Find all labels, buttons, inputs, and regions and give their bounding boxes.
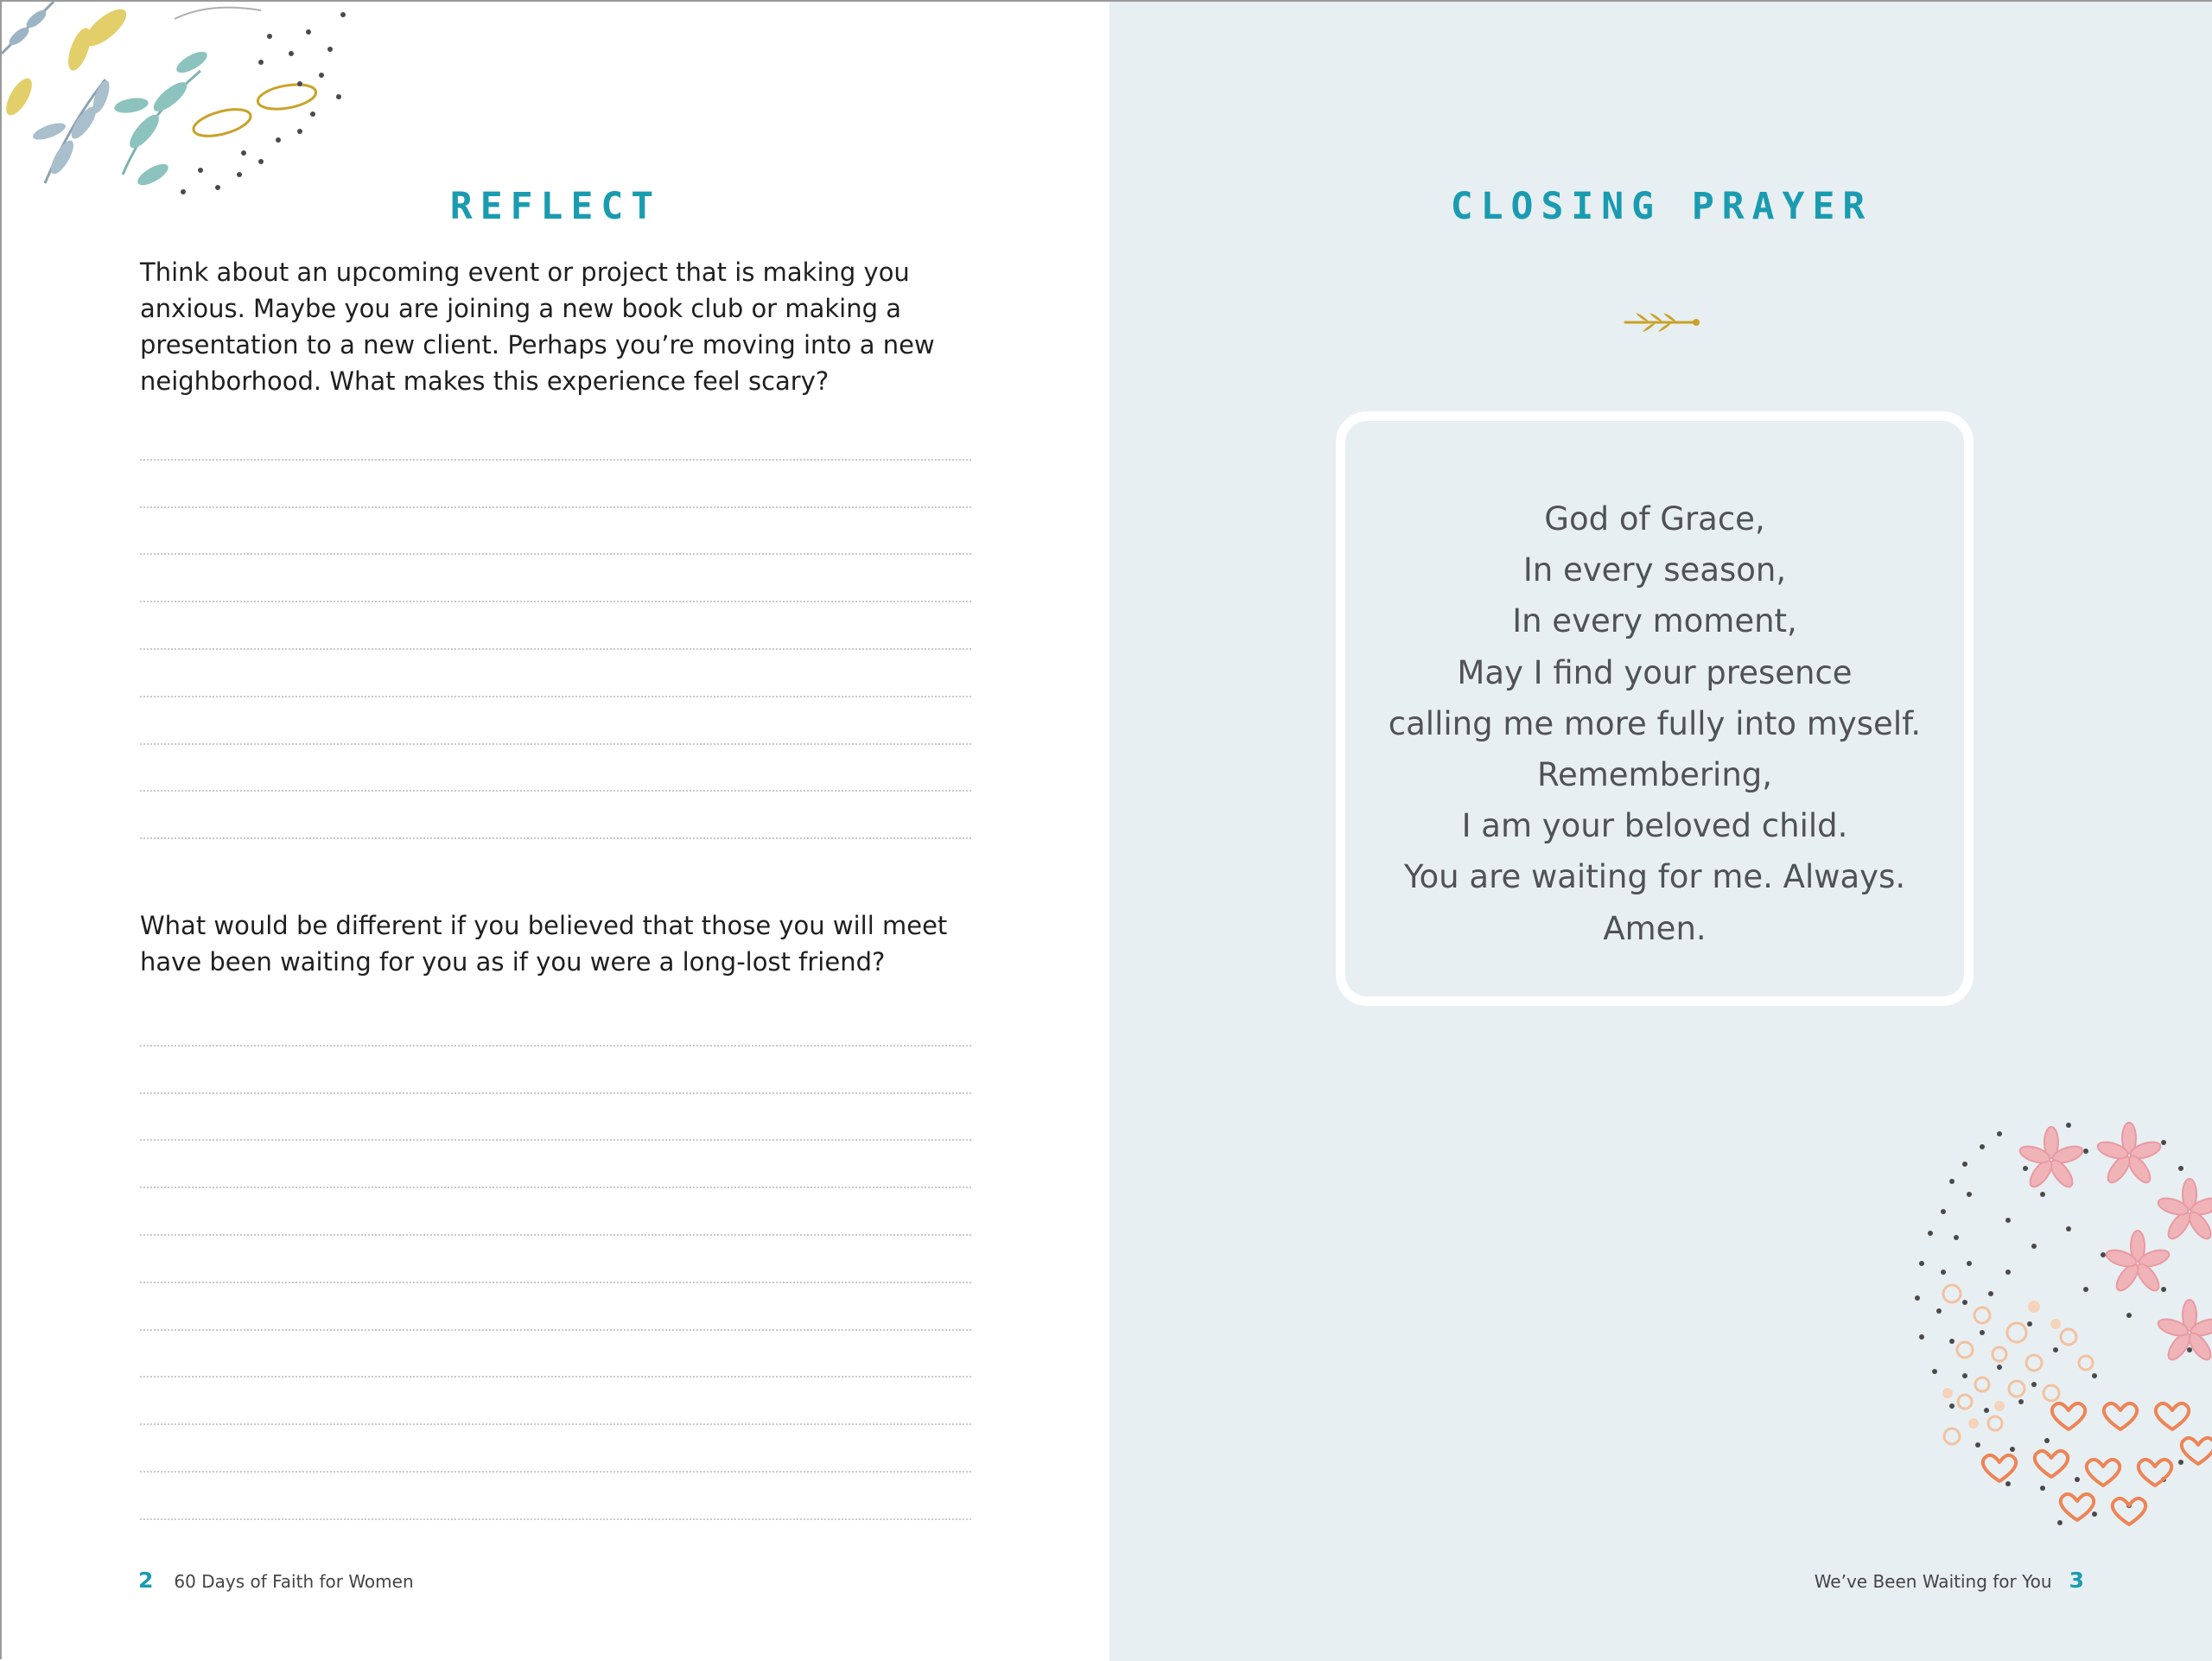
writing-line[interactable] [140, 1141, 971, 1188]
writing-line[interactable] [140, 461, 971, 508]
sprig-ornament-icon [1624, 309, 1701, 335]
reflect-heading: REFLECT [449, 185, 662, 228]
book-title: 60 Days of Faith for Women [174, 1571, 414, 1592]
writing-line[interactable] [140, 1047, 971, 1094]
prayer-line: In every season, [1522, 551, 1787, 589]
writing-lines-1[interactable] [140, 413, 971, 839]
page-number: 3 [2069, 1568, 2084, 1593]
reflect-prompt-2: What would be different if you believed that those you will meet have been waiting for you as if you were a long-lost friend? [140, 911, 948, 977]
writing-line[interactable] [140, 1331, 971, 1378]
closing-prayer-heading: CLOSING PRAYER [1450, 185, 1873, 228]
writing-line[interactable] [140, 602, 971, 650]
prayer-line: I am your beloved child. [1461, 807, 1848, 845]
flowers-and-hearts-decoration-icon [1870, 1117, 2212, 1531]
page-number: 2 [138, 1568, 154, 1593]
writing-line[interactable] [140, 555, 971, 602]
right-page [1109, 2, 2212, 1661]
writing-line[interactable] [140, 1425, 971, 1473]
writing-line[interactable] [140, 508, 971, 556]
prayer-line: Amen. [1603, 909, 1707, 947]
prayer-line: calling me more fully into myself. [1388, 704, 1922, 742]
writing-line[interactable] [140, 1094, 971, 1142]
writing-line[interactable] [140, 1236, 971, 1283]
writing-line[interactable] [140, 792, 971, 839]
prayer-line: God of Grace, [1544, 500, 1765, 538]
writing-line[interactable] [140, 1283, 971, 1331]
chapter-title: We’ve Been Waiting for You [1814, 1571, 2052, 1592]
writing-lines-2[interactable] [140, 999, 971, 1520]
writing-line[interactable] [140, 650, 971, 697]
prayer-text [1345, 493, 1964, 954]
writing-line[interactable] [140, 1473, 971, 1520]
left-page [2, 2, 1109, 1661]
prayer-line: You are waiting for me. Always. [1403, 858, 1906, 896]
reflect-prompt-1: Think about an upcoming event or project that is making you anxious. Maybe you are joining a new book club or making a presentation to a new client. Perhaps you’re moving into a new neighborhood. What makes this experience feel scary? [140, 258, 935, 396]
prayer-line: In every moment, [1512, 602, 1797, 640]
writing-line[interactable] [140, 745, 971, 792]
right-footer [1815, 1568, 2084, 1593]
prayer-line: Remembering, [1536, 756, 1773, 794]
writing-line[interactable] [140, 413, 971, 461]
prayer-line: May I find your presence [1457, 653, 1853, 691]
writing-line[interactable] [140, 999, 971, 1047]
writing-line[interactable] [140, 1188, 971, 1236]
leafy-branches-decoration-icon [2, 2, 365, 209]
writing-line[interactable] [140, 1378, 971, 1425]
left-footer [138, 1568, 414, 1593]
writing-line[interactable] [140, 697, 971, 745]
prayer-box [1336, 411, 1974, 1006]
